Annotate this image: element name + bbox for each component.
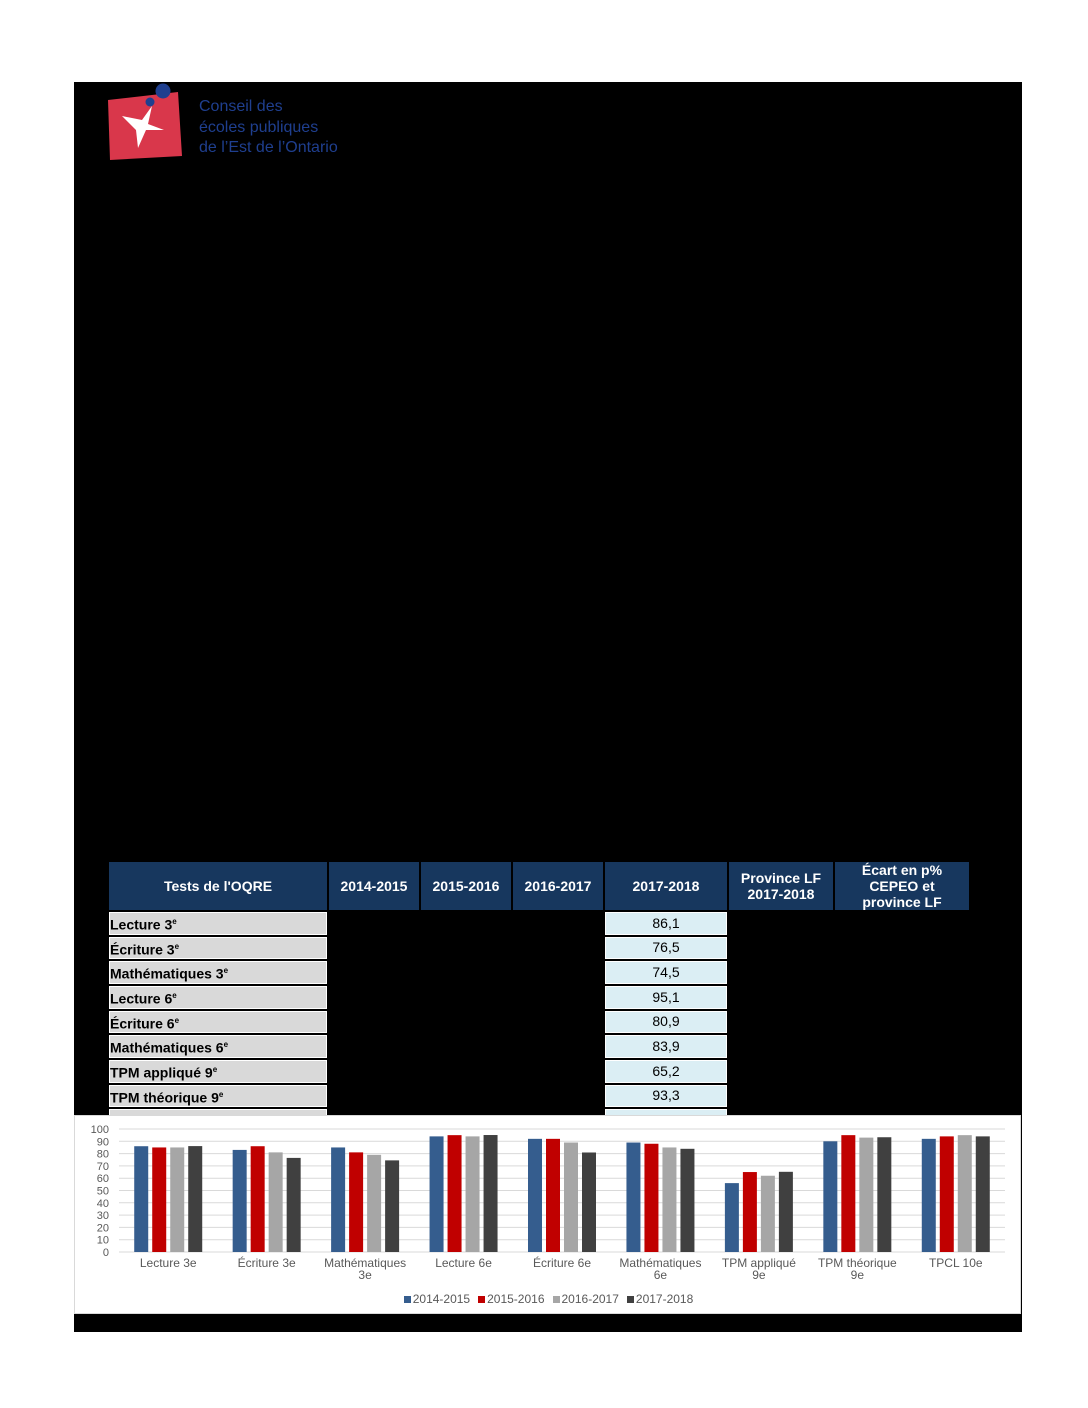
cell-2015-2016 <box>421 1060 511 1083</box>
table-row <box>109 961 969 984</box>
bar <box>958 1135 972 1252</box>
chart-svg <box>75 1116 1020 1292</box>
test-grade-sup: e <box>223 966 229 976</box>
cell-ecart <box>835 937 969 960</box>
x-tick-label: 3e <box>358 1268 372 1282</box>
test-name-cell <box>109 1035 327 1058</box>
cell-2016-2017 <box>513 1060 603 1083</box>
bar <box>779 1172 793 1252</box>
bar <box>644 1144 658 1252</box>
table-row <box>109 1011 969 1034</box>
x-tick-label: TPCL 10e <box>928 1256 983 1270</box>
test-name-cell <box>109 986 327 1009</box>
legend-label: 2015-2016 <box>487 1292 545 1306</box>
y-tick-label: 40 <box>96 1197 109 1210</box>
bar <box>976 1136 990 1252</box>
header-tests: Tests de l'OQRE <box>109 862 327 910</box>
bar <box>662 1147 676 1252</box>
bar <box>385 1160 399 1252</box>
test-grade-sup: e <box>174 941 180 951</box>
table-row <box>109 986 969 1009</box>
cell-2017-2018: 74,5 <box>605 961 727 984</box>
bar <box>448 1135 462 1252</box>
cell-2017-2018: 65,2 <box>605 1060 727 1083</box>
cell-2014-2015 <box>329 912 419 935</box>
cell-2016-2017 <box>513 1035 603 1058</box>
results-bar-chart <box>74 1115 1021 1314</box>
cell-2017-2018: 80,9 <box>605 1011 727 1034</box>
cell-2015-2016 <box>421 937 511 960</box>
test-name: TPM appliqué 9 <box>110 1064 213 1081</box>
header-2016-2017: 2016-2017 <box>513 862 603 910</box>
x-tick-label: Mathématiques <box>324 1256 407 1270</box>
cell-2016-2017 <box>513 986 603 1009</box>
bar <box>841 1135 855 1252</box>
cell-province-lf <box>729 986 833 1009</box>
y-tick-label: 70 <box>96 1160 109 1173</box>
cell-2015-2016 <box>421 986 511 1009</box>
y-tick-label: 10 <box>96 1234 109 1247</box>
cell-2014-2015 <box>329 937 419 960</box>
bar <box>564 1143 578 1252</box>
x-tick-label: 6e <box>653 1268 668 1282</box>
logo-line-1: Conseil des <box>199 98 283 115</box>
test-name-cell <box>109 912 327 935</box>
cell-province-lf <box>729 912 833 935</box>
logo-line-3: de l’Est de l’Ontario <box>199 139 338 156</box>
table-row <box>109 1060 969 1083</box>
header-2015-2016: 2015-2016 <box>421 862 511 910</box>
y-tick-label: 90 <box>96 1136 109 1149</box>
table-row <box>109 912 969 935</box>
table-header-row <box>109 862 969 910</box>
legend-entry <box>627 1292 693 1306</box>
x-tick-label: TPM théorique <box>817 1256 897 1270</box>
bar <box>484 1135 498 1252</box>
x-tick-label: 9e <box>752 1268 766 1282</box>
x-tick-label: Écriture 6e <box>532 1256 592 1270</box>
legend-swatch <box>478 1296 485 1303</box>
legend-entry <box>404 1292 470 1306</box>
cell-2017-2018: 95,1 <box>605 986 727 1009</box>
bar <box>761 1176 775 1252</box>
test-name-cell <box>109 1085 327 1108</box>
bar <box>152 1147 166 1252</box>
test-grade-sup: e <box>212 1064 218 1074</box>
legend-label: 2017-2018 <box>635 1292 694 1306</box>
test-name: Écriture 3 <box>110 941 175 958</box>
logo-wordmark <box>199 97 338 159</box>
x-tick-label: Écriture 3e <box>237 1256 296 1270</box>
cell-2014-2015 <box>329 961 419 984</box>
bar <box>367 1155 381 1252</box>
cell-ecart <box>835 1035 969 1058</box>
y-tick-label: 50 <box>96 1185 109 1198</box>
bar <box>528 1139 542 1252</box>
header-ecart: Écart en p% CEPEO et province LF <box>835 862 969 910</box>
bar <box>940 1136 954 1252</box>
bar <box>725 1183 739 1252</box>
cell-2017-2018: 83,9 <box>605 1035 727 1058</box>
bar <box>170 1147 184 1252</box>
cell-province-lf <box>729 1011 833 1034</box>
bar <box>680 1149 694 1252</box>
bar <box>269 1152 283 1252</box>
cell-ecart <box>835 912 969 935</box>
y-tick-label: 80 <box>96 1148 109 1161</box>
test-grade-sup: e <box>172 917 177 926</box>
legend-swatch <box>404 1296 411 1303</box>
bar <box>877 1137 891 1252</box>
test-name-cell <box>109 961 327 984</box>
bar <box>331 1147 345 1252</box>
legend-entry <box>478 1292 544 1306</box>
cell-2015-2016 <box>421 1035 511 1058</box>
cell-2015-2016 <box>421 1085 511 1108</box>
bar <box>349 1152 363 1252</box>
cell-province-lf <box>729 1035 833 1058</box>
cell-2014-2015 <box>329 1011 419 1034</box>
y-tick-label: 100 <box>90 1124 109 1136</box>
x-tick-label: Mathématiques <box>619 1256 702 1270</box>
oqre-results-table <box>107 860 971 1134</box>
cell-2016-2017 <box>513 1085 603 1108</box>
bar <box>251 1146 265 1252</box>
y-tick-label: 0 <box>102 1247 109 1259</box>
legend-swatch <box>627 1296 634 1303</box>
test-grade-sup: e <box>223 1040 229 1050</box>
test-name: Lecture 6 <box>110 990 173 1007</box>
x-tick-label: Lecture 3e <box>139 1256 197 1270</box>
cell-2017-2018: 76,5 <box>605 937 727 960</box>
cell-province-lf <box>729 1085 833 1108</box>
cell-province-lf <box>729 937 833 960</box>
test-name-cell <box>109 1011 327 1034</box>
cell-province-lf <box>729 961 833 984</box>
test-grade-sup: e <box>174 1015 180 1025</box>
bar <box>626 1143 640 1252</box>
x-tick-label: TPM appliqué <box>721 1256 796 1270</box>
bar <box>134 1146 148 1252</box>
header-2017-2018: 2017-2018 <box>605 862 727 910</box>
header-province-lf: Province LF 2017-2018 <box>729 862 833 910</box>
test-name: Lecture 3 <box>110 916 173 933</box>
cell-2016-2017 <box>513 1011 603 1034</box>
bar <box>823 1141 837 1252</box>
cell-2014-2015 <box>329 1060 419 1083</box>
bar <box>546 1139 560 1252</box>
cell-ecart <box>835 1060 969 1083</box>
test-name-cell <box>109 1060 327 1083</box>
bar <box>582 1152 596 1252</box>
legend-entry <box>553 1292 619 1306</box>
bar <box>743 1172 757 1252</box>
cell-2015-2016 <box>421 912 511 935</box>
test-grade-sup: e <box>218 1089 224 1099</box>
cell-2016-2017 <box>513 937 603 960</box>
y-tick-label: 30 <box>96 1210 109 1223</box>
bar <box>233 1150 247 1252</box>
cell-2015-2016 <box>421 961 511 984</box>
logo-line-2: écoles publiques <box>199 118 319 136</box>
bar <box>922 1139 936 1252</box>
test-name: Mathématiques 6 <box>110 1039 224 1056</box>
table-row <box>109 1085 969 1108</box>
cell-2014-2015 <box>329 986 419 1009</box>
cell-ecart <box>835 986 969 1009</box>
bar <box>287 1158 301 1252</box>
cell-2015-2016 <box>421 1011 511 1034</box>
table-row <box>109 1035 969 1058</box>
header-2014-2015: 2014-2015 <box>329 862 419 910</box>
legend-label: 2014-2015 <box>412 1292 471 1306</box>
test-name: Écriture 6 <box>110 1015 175 1032</box>
cell-2016-2017 <box>513 912 603 935</box>
cell-2017-2018: 86,1 <box>605 912 727 935</box>
cell-2014-2015 <box>329 1035 419 1058</box>
legend-label: 2016-2017 <box>561 1292 619 1306</box>
cell-ecart <box>835 961 969 984</box>
legend-swatch <box>553 1296 560 1303</box>
test-name: TPM théorique 9 <box>110 1089 219 1106</box>
cell-2017-2018: 93,3 <box>605 1085 727 1108</box>
bar <box>430 1136 444 1252</box>
x-tick-label: Lecture 6e <box>435 1256 492 1270</box>
test-grade-sup: e <box>172 990 177 1000</box>
cell-province-lf <box>729 1060 833 1083</box>
y-tick-label: 20 <box>96 1222 109 1235</box>
bar <box>859 1138 873 1252</box>
x-tick-label: 9e <box>850 1268 865 1282</box>
test-name-cell <box>109 937 327 960</box>
chart-legend <box>75 1292 1022 1306</box>
bar <box>188 1146 202 1252</box>
cell-ecart <box>835 1085 969 1108</box>
bar <box>466 1136 480 1252</box>
test-name: Mathématiques 3 <box>110 965 224 982</box>
cell-2014-2015 <box>329 1085 419 1108</box>
cell-2016-2017 <box>513 961 603 984</box>
cell-ecart <box>835 1011 969 1034</box>
y-tick-label: 60 <box>96 1173 109 1186</box>
table-row <box>109 937 969 960</box>
